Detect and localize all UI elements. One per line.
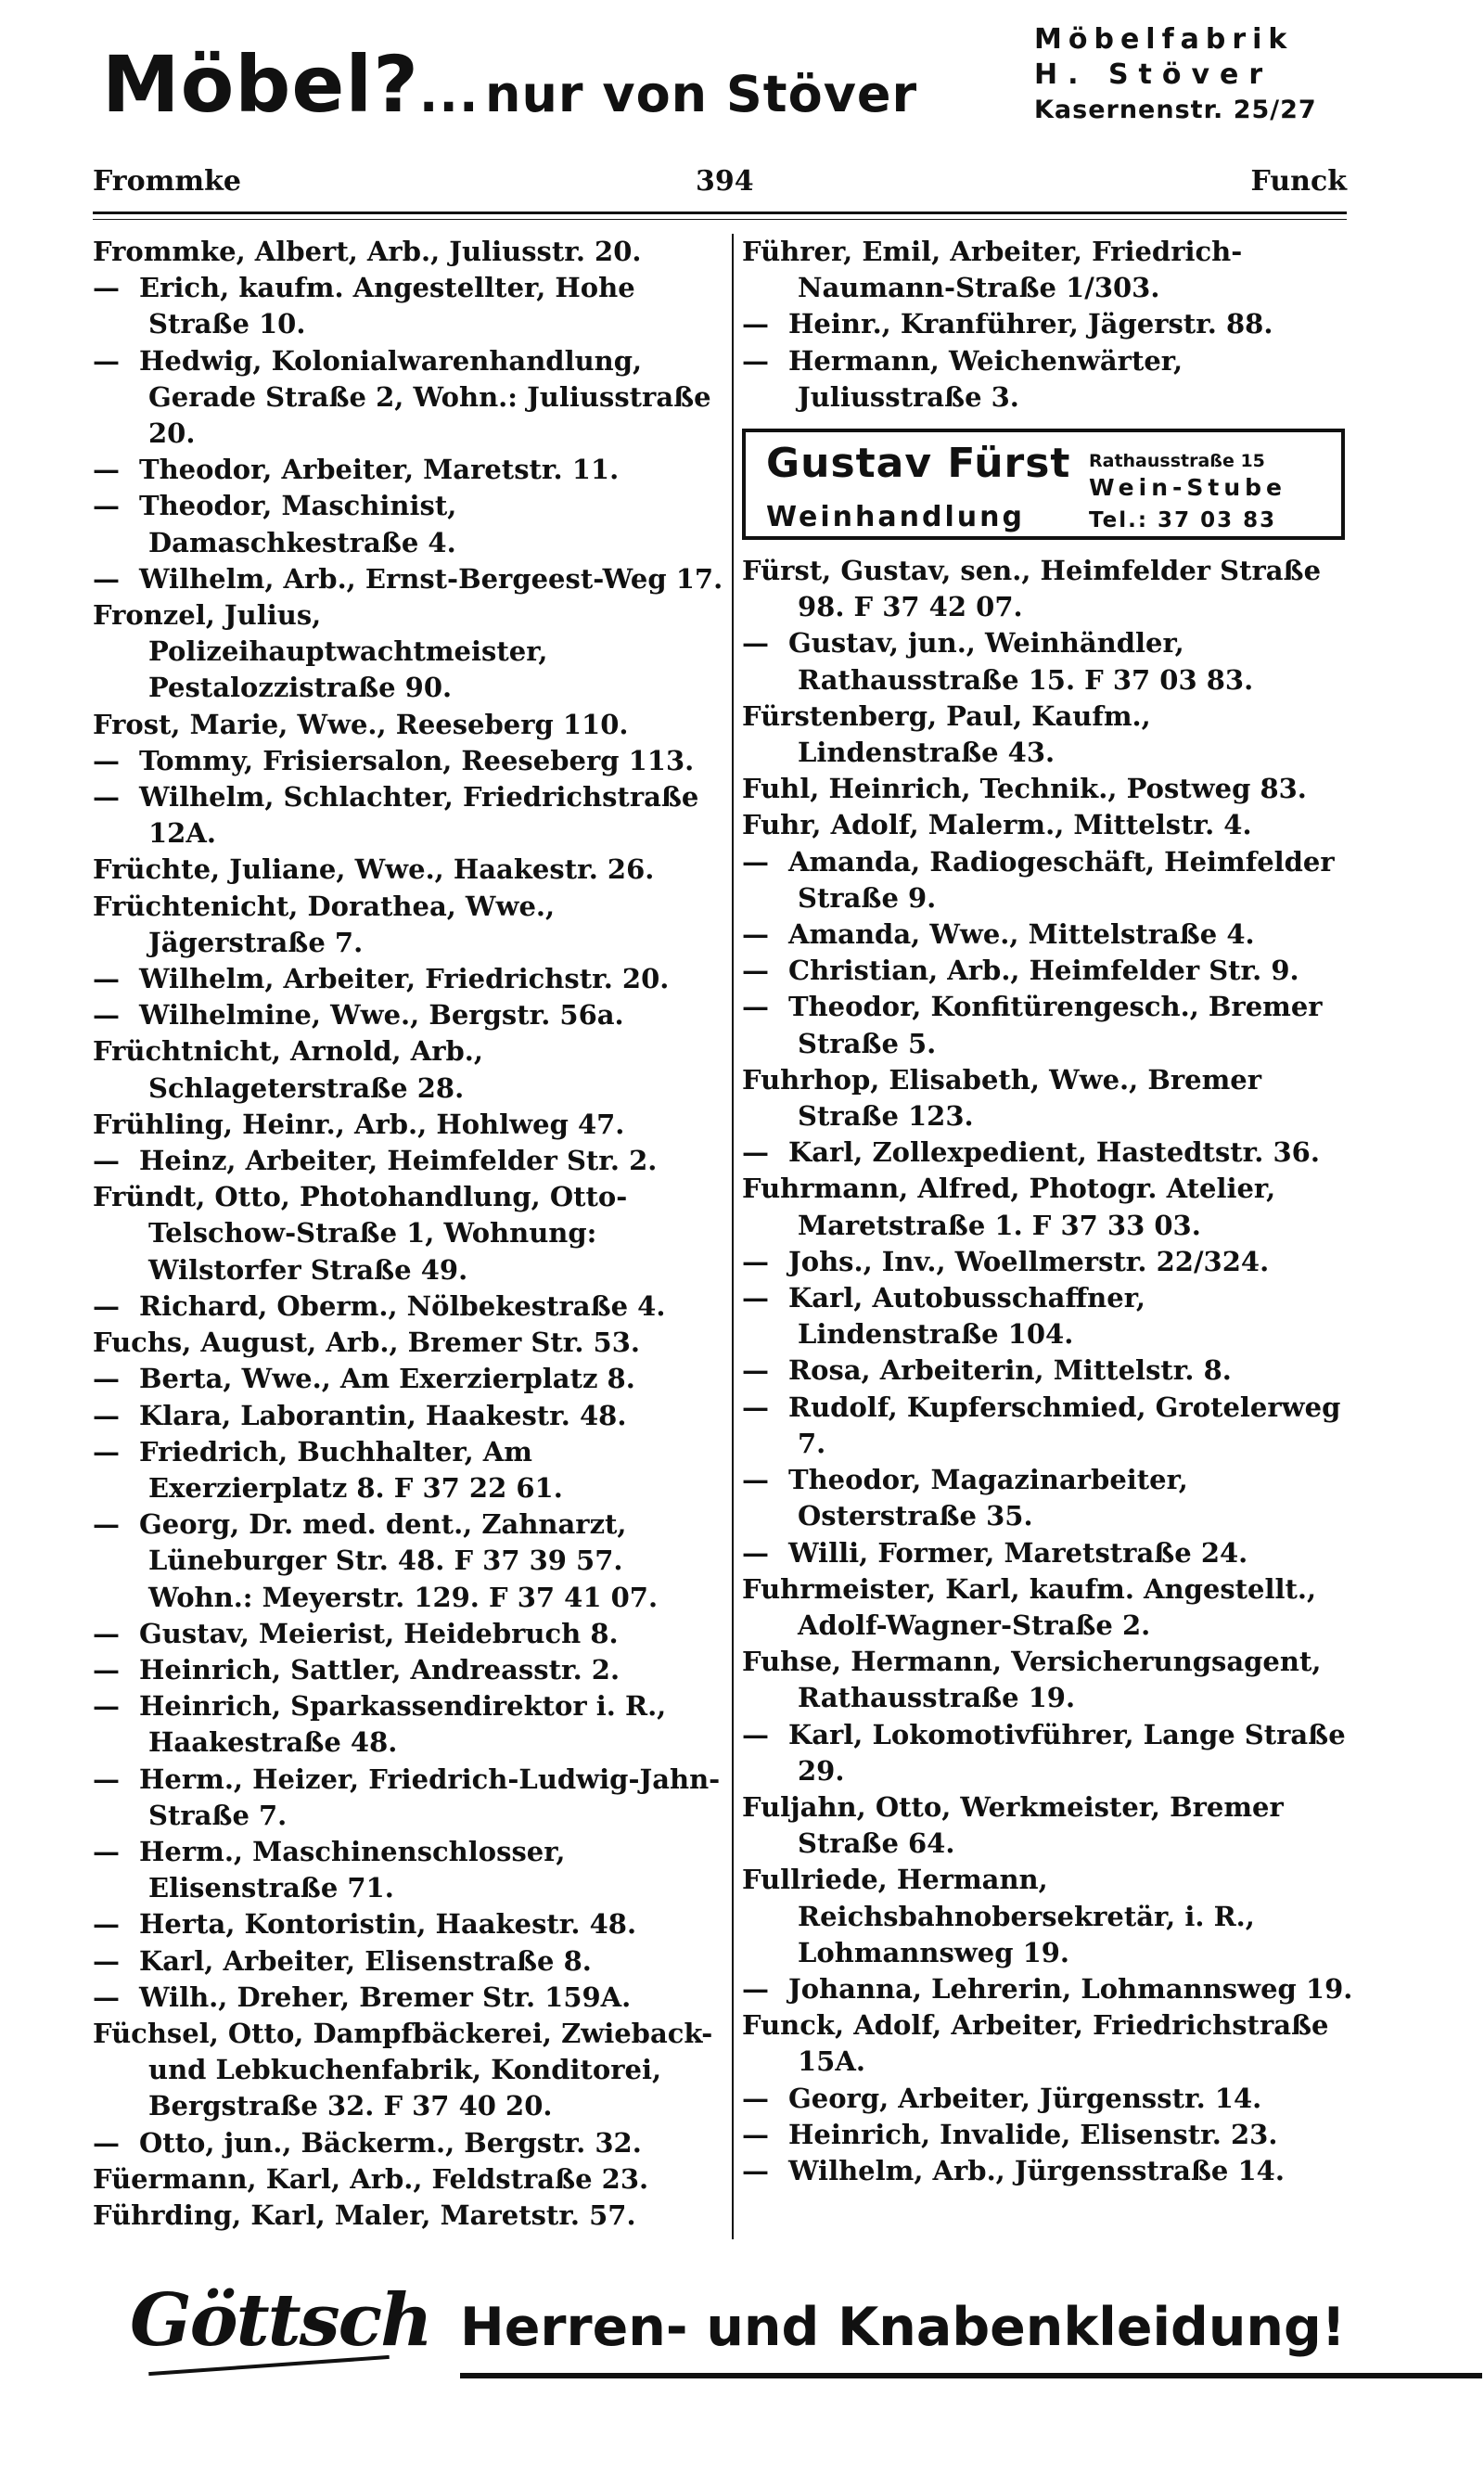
directory-entry	[93, 961, 723, 997]
directory-entry	[742, 953, 1354, 989]
repeat-dash: —	[93, 272, 120, 304]
repeat-dash: —	[742, 344, 769, 377]
entry-text: Karl, Autobusschaffner, Lindenstraße 104.	[788, 1282, 1145, 1351]
entry-text: Führer, Emil, Arbeiter, Friedrich-Naumann-Straße 1/303.	[742, 236, 1243, 304]
directory-entry	[93, 270, 723, 342]
repeat-dash: —	[742, 1354, 769, 1387]
entry-text: Karl, Arbeiter, Elisenstraße 8.	[139, 1944, 592, 1977]
right-column-top	[742, 234, 1354, 416]
entry-text: Hedwig, Kolonialwarenhandlung, Gerade Straße 2, Wohn.: Juliusstraße 20.	[139, 344, 711, 450]
directory-entry	[93, 1980, 723, 2016]
repeat-dash: —	[93, 454, 120, 486]
entry-text: Herm., Maschinenschlosser, Elisenstraße 71.	[139, 1835, 566, 1904]
directory-entry	[742, 1862, 1354, 1971]
directory-entry	[93, 597, 723, 707]
directory-entry	[742, 917, 1354, 953]
repeat-dash: —	[93, 490, 120, 522]
entry-text: Theodor, Konfitürengesch., Bremer Straße 5.	[788, 991, 1323, 1059]
entry-text: Fuhr, Adolf, Malerm., Mittelstr. 4.	[742, 809, 1252, 841]
entry-text: Heinrich, Invalide, Elisenstr. 23.	[788, 2118, 1278, 2150]
directory-entry	[93, 1943, 723, 1980]
ad-slogan-main: Möbel?	[102, 39, 419, 130]
repeat-dash: —	[93, 1435, 120, 1468]
directory-entry	[93, 1288, 723, 1325]
directory-entry	[93, 1906, 723, 1942]
repeat-dash: —	[93, 999, 120, 1032]
box-ad-telephone: Tel.: 37 03 83	[1089, 508, 1277, 533]
repeat-dash: —	[93, 2126, 120, 2159]
directory-entry	[93, 743, 723, 779]
box-ad-street: Rathausstraße 15	[1089, 451, 1265, 472]
clothing-store-slogan: Herren- und Knabenkleidung!	[460, 2297, 1346, 2358]
entry-text: Willi, Former, Maretstraße 24.	[788, 1536, 1248, 1569]
ad-company-line2: H. Stöver	[1034, 58, 1273, 91]
repeat-dash: —	[93, 344, 120, 377]
repeat-dash: —	[93, 562, 120, 595]
directory-entry	[93, 1325, 723, 1361]
repeat-dash: —	[742, 627, 769, 660]
entry-text: Wilhelmine, Wwe., Bergstr. 56a.	[139, 999, 624, 1032]
entry-text: Fuhse, Hermann, Versicherungsagent, Rathausstraße 19.	[742, 1646, 1322, 1714]
left-column	[93, 234, 723, 2234]
entry-text: Früchtenicht, Dorathea, Wwe., Jägerstraße 7.	[93, 890, 556, 958]
entry-text: Wilhelm, Arb., Ernst-Bergeest-Weg 17.	[139, 562, 723, 595]
repeat-dash: —	[93, 1653, 120, 1686]
directory-entry	[93, 1143, 723, 1179]
directory-entry	[93, 1834, 723, 1906]
entry-text: Hermann, Weichenwärter, Juliusstraße 3.	[788, 344, 1183, 413]
ad-slogan	[102, 39, 917, 130]
entry-text: Heinr., Kranführer, Jägerstr. 88.	[788, 308, 1273, 340]
directory-entry	[742, 1390, 1354, 1462]
directory-entry	[742, 844, 1354, 917]
directory-entry	[742, 1171, 1354, 1243]
directory-entry	[93, 779, 723, 852]
directory-entry	[93, 2161, 723, 2198]
entry-text: Klara, Laborantin, Haakestr. 48.	[139, 1399, 627, 1431]
repeat-dash: —	[742, 1136, 769, 1169]
entry-text: Früchte, Juliane, Wwe., Haakestr. 26.	[93, 853, 655, 886]
directory-entry	[742, 1134, 1354, 1171]
repeat-dash: —	[742, 918, 769, 951]
repeat-dash: —	[742, 2082, 769, 2114]
directory-entry	[742, 1644, 1354, 1716]
entry-text: Fürstenberg, Paul, Kaufm., Lindenstraße 43.	[742, 699, 1151, 769]
directory-entry	[93, 488, 723, 560]
repeat-dash: —	[93, 744, 120, 776]
right-column-bottom	[742, 553, 1354, 2189]
directory-entry	[93, 452, 723, 488]
repeat-dash: —	[742, 845, 769, 878]
directory-entry	[93, 852, 723, 888]
header-rule-thin	[93, 219, 1347, 220]
repeat-dash: —	[742, 2118, 769, 2150]
bottom-advertisement	[93, 2245, 1354, 2412]
entry-text: Karl, Zollexpedient, Hastedtstr. 36.	[788, 1136, 1320, 1169]
entry-text: Fuhrhop, Elisabeth, Wwe., Bremer Straße 123.	[742, 1063, 1262, 1133]
entry-text: Fuhrmeister, Karl, kaufm. Angestellt., Adolf-Wagner-Straße 2.	[742, 1572, 1317, 1641]
entry-text: Gustav, Meierist, Heidebruch 8.	[139, 1617, 619, 1649]
directory-entry	[742, 1280, 1354, 1352]
directory-entry	[93, 1762, 723, 1834]
entry-text: Füermann, Karl, Arb., Feldstraße 23.	[93, 2162, 649, 2195]
directory-entry	[742, 2081, 1354, 2117]
directory-entry	[742, 1789, 1354, 1862]
repeat-dash: —	[93, 1363, 120, 1395]
ad-slogan-tail: nur von Stöver	[485, 65, 918, 123]
repeat-dash: —	[93, 1944, 120, 1977]
repeat-dash: —	[93, 1690, 120, 1723]
entry-text: Frühling, Heinr., Arb., Hohlweg 47.	[93, 1108, 625, 1140]
entry-text: Fürst, Gustav, sen., Heimfelder Straße 98. F 37 42 07.	[742, 555, 1322, 623]
repeat-dash: —	[93, 1835, 120, 1867]
entry-text: Erich, kaufm. Angestellter, Hohe Straße 10.	[139, 272, 635, 340]
entry-text: Georg, Dr. med. dent., Zahnarzt, Lüneburger Str. 48. F 37 39 57. Wohn.: Meyerstr. 129. F 37 41 07.	[139, 1508, 659, 1613]
directory-entry	[742, 1462, 1354, 1534]
repeat-dash: —	[742, 1464, 769, 1496]
top-advertisement	[93, 19, 1354, 148]
entry-text: Funck, Adolf, Arbeiter, Friedrichstraße 15A.	[742, 2009, 1329, 2078]
entry-text: Amanda, Radiogeschäft, Heimfelder Straße 9.	[788, 845, 1335, 914]
repeat-dash: —	[93, 1289, 120, 1322]
directory-entry	[93, 1688, 723, 1761]
entry-text: Heinrich, Sattler, Andreasstr. 2.	[139, 1653, 620, 1686]
directory-entry	[93, 1616, 723, 1652]
directory-entry	[742, 625, 1354, 698]
directory-entry	[93, 1652, 723, 1688]
column-divider	[732, 234, 734, 2239]
directory-entry	[93, 2016, 723, 2125]
directory-entry	[742, 2007, 1354, 2080]
entry-text: Theodor, Maschinist, Damaschkestraße 4.	[139, 490, 457, 558]
entry-text: Karl, Lokomotivführer, Lange Straße 29.	[788, 1718, 1346, 1787]
directory-entry	[93, 1434, 723, 1506]
entry-text: Theodor, Magazinarbeiter, Osterstraße 35.	[788, 1464, 1188, 1532]
directory-entry	[93, 2198, 723, 2234]
directory-entry	[93, 2125, 723, 2161]
repeat-dash: —	[93, 1980, 120, 2013]
repeat-dash: —	[742, 1718, 769, 1750]
directory-entry	[93, 707, 723, 743]
directory-entry	[93, 1361, 723, 1397]
repeat-dash: —	[93, 781, 120, 814]
page-number: 394	[696, 165, 754, 198]
repeat-dash: —	[742, 1972, 769, 2005]
entry-text: Wilh., Dreher, Bremer Str. 159A.	[139, 1980, 632, 2013]
entry-text: Wilhelm, Arb., Jürgensstraße 14.	[788, 2154, 1285, 2186]
repeat-dash: —	[93, 1908, 120, 1941]
directory-entry	[742, 553, 1354, 625]
directory-entry	[93, 1033, 723, 1106]
repeat-dash: —	[93, 1763, 120, 1795]
repeat-dash: —	[742, 955, 769, 987]
box-ad-name: Gustav Fürst	[766, 440, 1071, 488]
entry-text: Fuhl, Heinrich, Technik., Postweg 83.	[742, 773, 1307, 805]
repeat-dash: —	[742, 2154, 769, 2186]
entry-text: Richard, Oberm., Nölbekestraße 4.	[139, 1289, 666, 1322]
repeat-dash: —	[93, 1399, 120, 1431]
directory-entry	[742, 1571, 1354, 1644]
directory-entry	[742, 1352, 1354, 1389]
repeat-dash: —	[93, 963, 120, 995]
entry-text: Fuhrmann, Alfred, Photogr. Atelier, Maretstraße 1. F 37 33 03.	[742, 1173, 1276, 1241]
directory-entry	[742, 2153, 1354, 2189]
entry-text: Rudolf, Kupferschmied, Grotelerweg 7.	[788, 1391, 1341, 1459]
directory-entry	[742, 1244, 1354, 1280]
right-column	[742, 234, 1354, 2189]
directory-entry	[93, 561, 723, 597]
entry-text: Fuchs, August, Arb., Bremer Str. 53.	[93, 1327, 640, 1359]
repeat-dash: —	[93, 1617, 120, 1649]
entry-text: Fronzel, Julius, Polizeihauptwachtmeister, Pestalozzistraße 90.	[93, 599, 548, 704]
entry-text: Berta, Wwe., Am Exerzierplatz 8.	[139, 1363, 635, 1395]
wine-shop-advertisement	[742, 429, 1345, 540]
running-head-right: Funck	[1250, 165, 1347, 198]
directory-entry	[93, 997, 723, 1033]
clothing-store-logo: Göttsch	[130, 2278, 431, 2363]
directory-entry	[742, 1717, 1354, 1789]
directory-entry	[742, 2117, 1354, 2153]
entry-text: Herm., Heizer, Friedrich-Ludwig-Jahn-Straße 7.	[139, 1763, 721, 1831]
repeat-dash: —	[742, 1282, 769, 1314]
ad-slogan-dots: ...	[418, 65, 480, 123]
directory-entry	[93, 343, 723, 453]
directory-entry	[93, 1107, 723, 1143]
entry-text: Frost, Marie, Wwe., Reeseberg 110.	[93, 708, 629, 740]
directory-entry	[93, 1179, 723, 1288]
ad-company-block	[1034, 22, 1359, 128]
ad-company-line3: Kasernenstr. 25/27	[1034, 96, 1317, 124]
entry-text: Georg, Arbeiter, Jürgensstr. 14.	[788, 2082, 1262, 2114]
entry-text: Tommy, Frisiersalon, Reeseberg 113.	[139, 744, 695, 776]
repeat-dash: —	[742, 1536, 769, 1569]
directory-entry	[742, 1062, 1354, 1134]
entry-text: Friedrich, Buchhalter, Am Exerzierplatz 8. F 37 22 61.	[139, 1435, 563, 1504]
entry-text: Otto, jun., Bäckerm., Bergstr. 32.	[139, 2126, 642, 2159]
repeat-dash: —	[742, 1245, 769, 1277]
ad-company-line1: Möbelfabrik	[1034, 23, 1294, 56]
box-ad-trade: Weinhandlung	[766, 501, 1025, 534]
box-ad-stube: Wein-Stube	[1089, 474, 1286, 502]
directory-entry	[742, 234, 1354, 306]
entry-text: Christian, Arb., Heimfelder Str. 9.	[788, 955, 1299, 987]
directory-entry	[742, 1971, 1354, 2007]
directory-entry	[742, 306, 1354, 342]
running-head	[93, 158, 1354, 204]
repeat-dash: —	[742, 1391, 769, 1423]
entry-text: Fullriede, Hermann, Reichsbahnobersekretär, i. R., Lohmannsweg 19.	[742, 1864, 1255, 1968]
directory-entry	[742, 699, 1354, 771]
repeat-dash: —	[742, 991, 769, 1023]
directory-entry	[93, 1506, 723, 1616]
entry-text: Heinrich, Sparkassendirektor i. R., Haakestraße 48.	[139, 1690, 667, 1759]
entry-text: Johanna, Lehrerin, Lohmannsweg 19.	[788, 1972, 1353, 2005]
entry-text: Fuljahn, Otto, Werkmeister, Bremer Straße 64.	[742, 1790, 1284, 1860]
entry-text: Fründt, Otto, Photohandlung, Otto-Telschow-Straße 1, Wohnung: Wilstorfer Straße 49.	[93, 1181, 628, 1286]
entry-text: Rosa, Arbeiterin, Mittelstr. 8.	[788, 1354, 1232, 1387]
entry-text: Amanda, Wwe., Mittelstraße 4.	[788, 918, 1255, 951]
repeat-dash: —	[93, 1508, 120, 1541]
slogan-underline	[460, 2373, 1482, 2378]
entry-text: Gustav, jun., Weinhändler, Rathausstraße 15. F 37 03 83.	[788, 627, 1254, 696]
entry-text: Wilhelm, Schlachter, Friedrichstraße 12A.	[139, 781, 699, 850]
directory-entry	[742, 343, 1354, 416]
running-head-left: Frommke	[93, 165, 241, 198]
repeat-dash: —	[742, 308, 769, 340]
entry-text: Früchtnicht, Arnold, Arb., Schlageterstraße 28.	[93, 1035, 483, 1104]
directory-entry	[93, 234, 723, 270]
entry-text: Füchsel, Otto, Dampfbäckerei, Zwieback- und Lebkuchenfabrik, Konditorei, Bergstraße 32. F 37 40 20.	[93, 2017, 713, 2122]
entry-text: Theodor, Arbeiter, Maretstr. 11.	[139, 454, 620, 486]
directory-entry	[742, 807, 1354, 843]
entry-text: Frommke, Albert, Arb., Juliusstr. 20.	[93, 236, 642, 267]
directory-entry	[742, 989, 1354, 1061]
entry-text: Heinz, Arbeiter, Heimfelder Str. 2.	[139, 1145, 658, 1177]
header-rule	[93, 212, 1347, 214]
directory-entry	[742, 771, 1354, 807]
repeat-dash: —	[93, 1145, 120, 1177]
directory-entry	[93, 889, 723, 961]
directory-entry	[742, 1535, 1354, 1571]
entry-text: Wilhelm, Arbeiter, Friedrichstr. 20.	[139, 963, 670, 995]
directory-entry	[93, 1398, 723, 1434]
entry-text: Johs., Inv., Woellmerstr. 22/324.	[788, 1245, 1270, 1277]
entry-text: Herta, Kontoristin, Haakestr. 48.	[139, 1908, 637, 1941]
entry-text: Führding, Karl, Maler, Maretstr. 57.	[93, 2198, 636, 2231]
